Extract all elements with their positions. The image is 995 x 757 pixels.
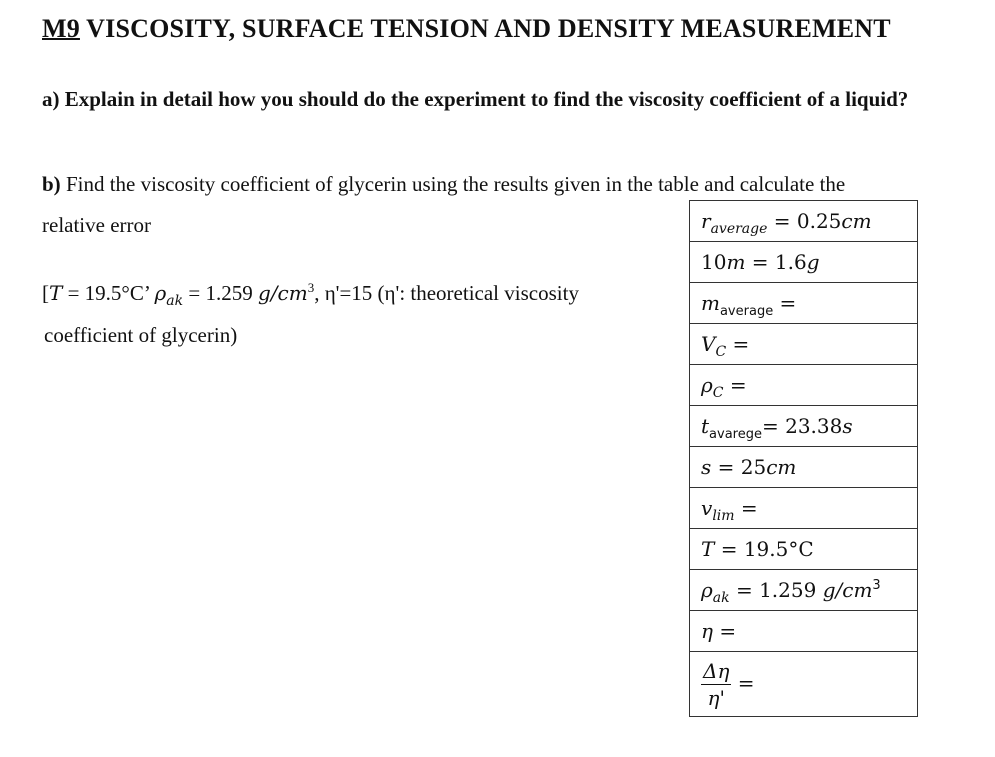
time-subscript: avarege bbox=[709, 427, 762, 442]
distance-symbol: s bbox=[701, 455, 712, 479]
table-row bbox=[690, 488, 918, 529]
table-row bbox=[690, 201, 918, 242]
mass-subscript: average bbox=[719, 304, 774, 319]
table-row bbox=[690, 529, 918, 570]
liquid-density-unit: g/cm bbox=[822, 578, 873, 602]
density-unit: g/cm bbox=[257, 281, 308, 305]
question-a: a) Explain in detail how you should do the experiment to find the viscosity coefficient of a liquid? bbox=[42, 87, 909, 111]
table-row bbox=[690, 406, 918, 447]
table-cell-radius bbox=[690, 201, 918, 242]
theoretical-viscosity-text: , η'=15 (η': theoretical viscosity bbox=[314, 281, 579, 305]
temperature-value: = 19.5°C’ bbox=[62, 281, 155, 305]
table-temperature-value: = 19.5°C bbox=[714, 537, 814, 561]
table-cell-liquid-density bbox=[690, 570, 918, 611]
table-row bbox=[690, 447, 918, 488]
table-cell-mass-average bbox=[690, 283, 918, 324]
table-cell-sphere-density bbox=[690, 365, 918, 406]
experiment-code: M9 bbox=[42, 14, 80, 43]
distance-value: = 25 bbox=[711, 455, 767, 479]
table-cell-volume bbox=[690, 324, 918, 365]
velocity-equals: = bbox=[734, 496, 758, 520]
radius-symbol: r bbox=[701, 209, 711, 233]
table-cell-distance bbox=[690, 447, 918, 488]
table-row bbox=[690, 611, 918, 652]
sphere-density-symbol: ρ bbox=[701, 373, 713, 397]
liquid-density-exponent: 3 bbox=[872, 578, 881, 593]
table-cell-relative-error bbox=[690, 652, 918, 717]
sphere-density-subscript: C bbox=[712, 385, 724, 401]
measurement-table bbox=[689, 200, 918, 717]
radius-subscript: average bbox=[710, 221, 768, 237]
table-cell-limit-velocity bbox=[690, 488, 918, 529]
bracket-open: [ bbox=[42, 281, 49, 305]
table-cell-viscosity bbox=[690, 611, 918, 652]
page-title bbox=[42, 14, 891, 44]
time-symbol: t bbox=[701, 414, 710, 438]
density-exponent: 3 bbox=[307, 280, 315, 295]
table-cell-temperature bbox=[690, 529, 918, 570]
question-b-line2: relative error bbox=[42, 213, 152, 237]
velocity-subscript: lim bbox=[712, 508, 735, 524]
question-b-text: Find the viscosity coefficient of glycerin using the results given in the table and calculate the bbox=[60, 172, 846, 196]
time-unit: s bbox=[842, 414, 853, 438]
table-row bbox=[690, 283, 918, 324]
viscosity-symbol: η bbox=[701, 619, 713, 643]
velocity-symbol: v bbox=[701, 496, 713, 520]
time-value: = 23.38 bbox=[761, 414, 843, 438]
viscosity-equals: = bbox=[712, 619, 737, 643]
table-temperature-symbol: T bbox=[701, 537, 715, 561]
relative-error-equals: = bbox=[731, 670, 755, 695]
sphere-density-equals: = bbox=[723, 373, 747, 397]
volume-subscript: C bbox=[715, 344, 727, 360]
table-row bbox=[690, 652, 918, 717]
ten-mass-factor: 10 bbox=[701, 250, 727, 274]
liquid-density-subscript: ak bbox=[712, 590, 730, 606]
density-symbol: ρ bbox=[154, 281, 167, 305]
table-cell-time-average bbox=[690, 406, 918, 447]
mass-symbol: m bbox=[701, 291, 720, 315]
table-row bbox=[690, 570, 918, 611]
distance-unit: cm bbox=[766, 455, 797, 479]
volume-equals: = bbox=[726, 332, 750, 356]
title-text: VISCOSITY, SURFACE TENSION AND DENSITY MEASUREMENT bbox=[79, 14, 891, 43]
ten-mass-symbol: m bbox=[726, 250, 746, 274]
volume-symbol: V bbox=[701, 332, 716, 356]
mass-equals: = bbox=[773, 291, 797, 315]
ten-mass-unit: g bbox=[806, 250, 820, 274]
relative-error-fraction bbox=[701, 659, 731, 710]
density-value: = 1.259 bbox=[183, 281, 258, 305]
table-row bbox=[690, 242, 918, 283]
liquid-density-symbol: ρ bbox=[701, 578, 713, 602]
radius-unit: cm bbox=[841, 209, 872, 233]
fraction-denominator: η' bbox=[707, 685, 725, 710]
temperature-symbol: T bbox=[49, 281, 63, 305]
question-b-label: b) bbox=[42, 172, 61, 196]
ten-mass-value: = 1.6 bbox=[745, 250, 807, 274]
table-row bbox=[690, 365, 918, 406]
question-b-line1 bbox=[42, 172, 845, 197]
given-conditions-line2: coefficient of glycerin) bbox=[44, 323, 238, 347]
table-cell-ten-mass bbox=[690, 242, 918, 283]
radius-value: = 0.25 bbox=[767, 209, 842, 233]
density-subscript: ak bbox=[166, 293, 184, 309]
given-conditions-line1 bbox=[42, 280, 579, 309]
fraction-numerator: Δη bbox=[703, 658, 730, 683]
table-row bbox=[690, 324, 918, 365]
liquid-density-value: = 1.259 bbox=[729, 578, 823, 602]
